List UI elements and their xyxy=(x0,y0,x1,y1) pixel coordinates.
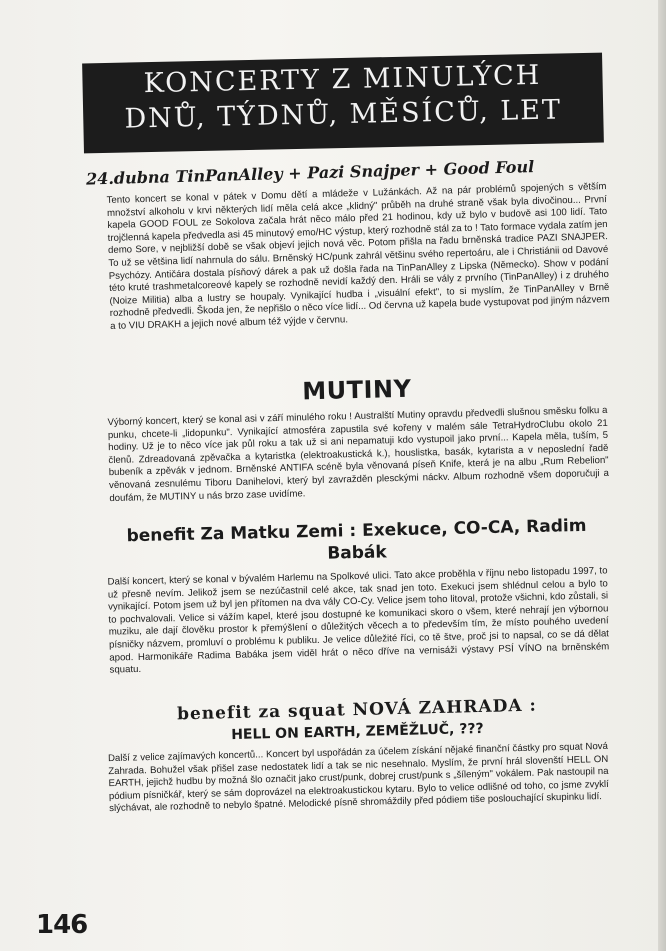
article-tinpanalley xyxy=(85,155,610,333)
article-mutiny xyxy=(107,370,610,505)
banner-line-2: DNŮ, TÝDNŮ, MĚSÍCŮ, LET xyxy=(124,94,563,135)
article-benefit-nova-zahrada xyxy=(107,694,610,816)
page-edge xyxy=(658,0,666,951)
article-body: Další koncert, který se konal v bývalém Harlemu na Spolkové ulici. Tato akce proběhla v říjnu nebo listopadu 1997, to už přesně nevím. Jelikož jsem se nezúčastnil celé akce, tak snad jen toto. Exekuci jsem shlédnul celou a bylo to vynikající. Potom jsem už byl jen přítomen na dva vály CO-Cy. Velice jsem toho litoval, protože všichni, kdo zůstali, si to pochvalovali. Velice si vážím kapel, které jsou dostupné ke komunikaci skoro o všem, které nehrají jen výbornou muziku, ale dají člověku prostor k přemýšlení o důležitých věcech a to především tím, že místo pouhého uvedení písničky názvem, promluví o problému k publiku. Je velice důležité říci, co tě štve, proč jsi to napsal, co se dá dělat apod. Harmonikáře Radima Babáka jsem viděl hrát o něco dříve na vernisáži výstavy PSÍ VÍNO na brněnském squatu. xyxy=(107,565,610,676)
article-heading: benefit Za Matku Zemi : Exekuce, CO-CA, Radim Babák xyxy=(126,515,587,564)
article-heading: benefit za squat NOVÁ ZAHRADA : xyxy=(176,695,537,725)
banner-line-1: KONCERTY Z MINULÝCH xyxy=(143,59,542,100)
article-benefit-matka-zeme xyxy=(106,514,609,677)
page-number: 146 xyxy=(36,910,88,940)
article-subheading: HELL ON EARTH, ZEMĚŽLUČ, ??? xyxy=(231,720,484,744)
article-heading: MUTINY xyxy=(301,374,412,406)
title-banner xyxy=(82,53,604,154)
article-body: Tento koncert se konal v pátek v Domu dětí a mládeže v Lužánkách. Až na pár problémů spojených s větším množství alkoholu v krvi některých lidí měla celá akce „klidný" průběh na druhé straně však byla divočinou... První kapela GOOD FOUL ze Sokolova začala hrát něco málo před 21 hodinou, kdy už bylo v budově asi 100 lidí. Tato trojčlenná kapela předvedla asi 45 minutový emo/HC výstup, který rozhodně stál za to ! Tato formace vydala zatím jen demo Sore, v nejbližší době se však objeví jejich nová věc. Potom přišla na řadu brněnská tradice PAZI SNAJPER. To už se většina lidí nahrnula do sálu. Brněnský HC/punk zahrál většinu svého repertoáru, ale i Christiánii od Davové Psychózy. Antičára dostala písňový dárek a pak už došla řada na TinPanAlley z Lipska (Německo). Show v podání této kruté trashmetalcoreové kapely se rozhodně nevidí každý den. Hráli se vály z prvního (TinPanAlley) i z druhého (Noize Militia) alba a lustry se houpaly. Vynikající hudba i „visuální efekt", to si myslím, že TinPanAlley v Brně rozhodně předvedli. Škoda jen, že nepřišlo o něco více lidí... Od června už kapela bude vystupovat pod jiným názvem a to VIU DRAKH a jejich nové album též výjde v červnu. xyxy=(106,181,610,332)
article-body: Další z velice zajímavých koncertů... Koncert byl uspořádán za účelem získání nějaké finanční částky pro squat Nová Zahrada. Bohužel však přišel zase nedostatek lidí a tak se nic nesehnalo. Myslím, že první hrál slovenští HELL ON EARTH, jejichž hudbu by možná šlo označit jako crust/punk, dobrej crust/punk s „šíleným" vokálem. Pak nastoupil na pódium písničkář, který se sám doprovázel na elektroakustickou kytaru. Bylo to velice odlišné od toho, co jsme zvyklí slýchávat, ale rozhodně to nebylo špatné. Melodické písně shromáždily před pódiem tiše poslouchající skupinku lidí. xyxy=(107,740,609,815)
article-body: Výborný koncert, který se konal asi v září minulého roku ! Australští Mutiny opravdu předvedli slušnou směsku folku a punku, chcete-li „lidopunku". Vynikající atmosféra zapustila své kořeny v malém sále TetraHydroClubu okolo 21 hodiny. Už je to něco více jak půl roku a tak už si ani nepamatuji kdo vystupoil jako první... Kapela měla, tuším, 5 členů. Zdreadovaná zpěvačka a kytaristka (elektroakustická k.), houslistka, basák, kytarista a v neposlední řadě bubeník a zpěvák v jednom. Brněnské ANTIFA scéně byla věnovaná píseň Knife, která je na albu „Rum Rebelion" věnovaná zesnulému Tiboru Danihelovi, který byl zavražděn plesckými náckv. Album rozhodně všem doporučuji a doufám, že MUTINY u nás brzo zase uvidíme. xyxy=(107,404,610,504)
article-heading: 24.dubna TinPanAlley + Pazi Snajper + Good Foul xyxy=(85,157,535,189)
